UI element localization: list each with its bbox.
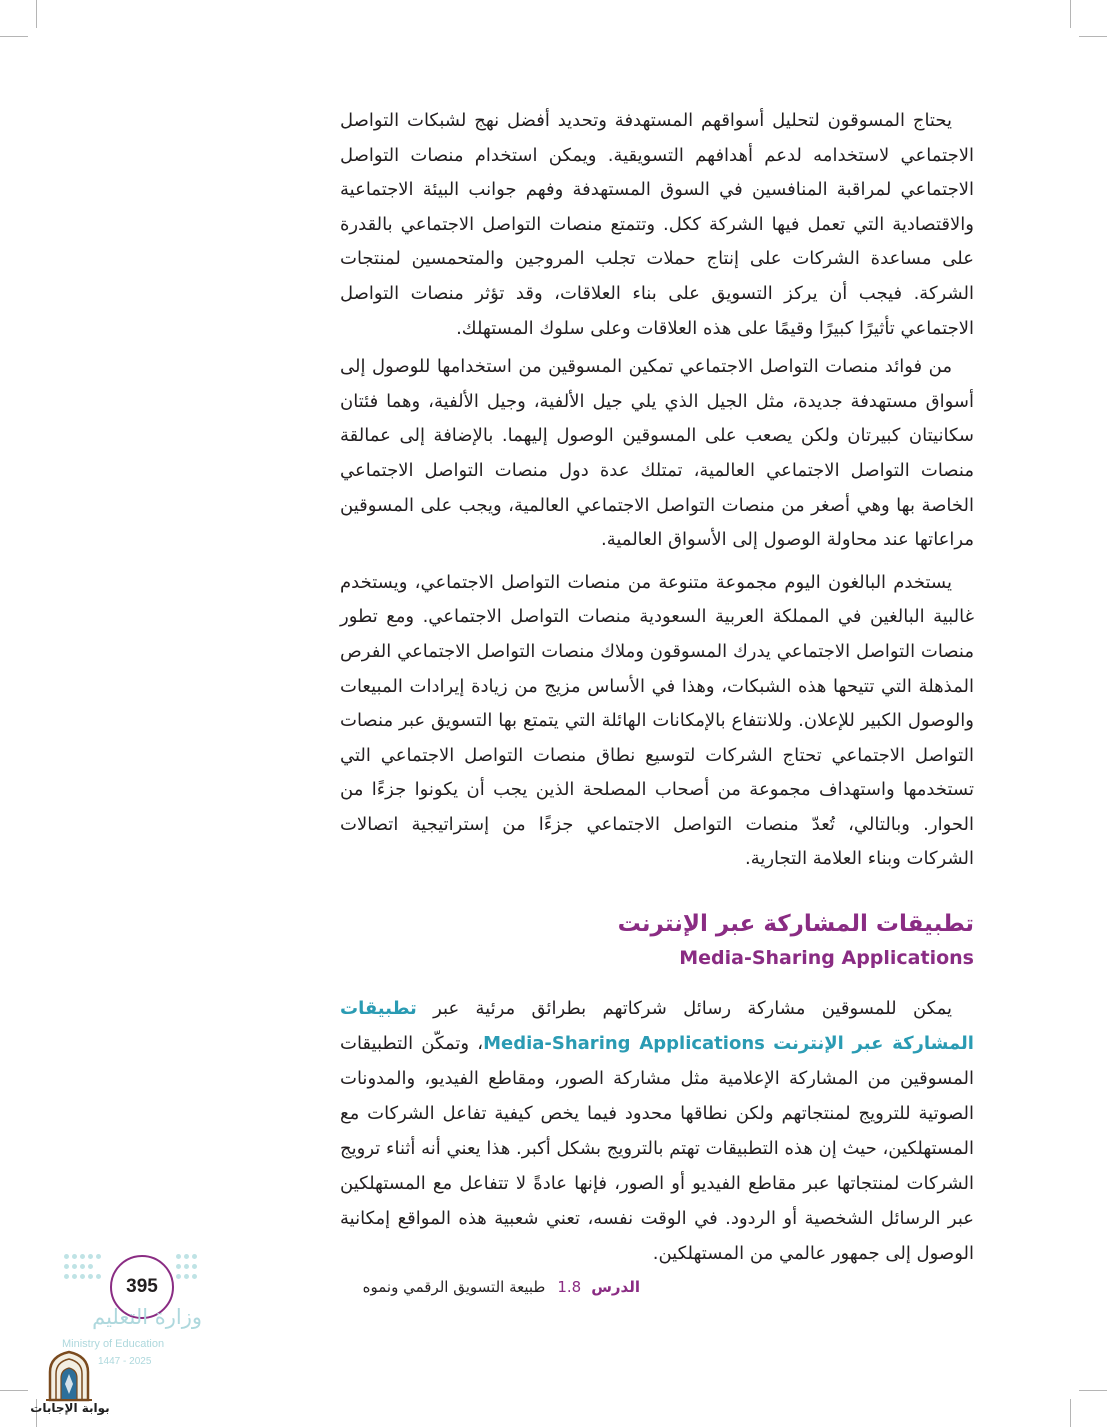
section-paragraph: [340, 991, 974, 1271]
crop-mark: [1070, 1399, 1071, 1427]
watermark-label: بوابة الإجابات: [30, 1401, 110, 1415]
ministry-name-english: Ministry of Education: [62, 1338, 165, 1350]
gate-logo-icon: [44, 1350, 94, 1402]
body-paragraph-2: من فوائد منصات التواصل الاجتماعي تمكين المسوقين من استخدامها للوصول إلى أسواق مستهدفة جديدة، مثل الجيل الذي يلي جيل الألفية، وجيل الألفية، وهما فئتان سكانيتان كبيرتان ولكن يصعب على المسوقين الوصول إليهما. بالإضافة إلى عمالقة منصات التواصل الاجتماعي العالمية، تمتلك عدة دول منصات التواصل الاجتماعي الخاصة بها وهي أصغر من منصات التواصل الاجتماعي العالمية، ويجب على المسوقين مراعاتها عند محاولة الوصول إلى الأسواق العالمية.: [340, 356, 974, 551]
keyword-arabic: تطبيقات المشاركة عبر الإنترنت: [340, 998, 974, 1055]
crop-mark: [0, 36, 28, 37]
crop-mark: [1070, 0, 1071, 28]
page-number: 395: [110, 1255, 174, 1319]
crop-mark: [36, 0, 37, 28]
section-title-english: Media-Sharing Applications: [679, 947, 974, 970]
ministry-name-arabic: وزارة التعليم: [92, 1305, 202, 1329]
ministry-year: 2025 - 1447: [98, 1356, 152, 1367]
body-paragraph-3: يستخدم البالغون اليوم مجموعة متنوعة من منصات التواصل الاجتماعي، ويستخدم غالبية البالغين في المملكة العربية السعودية منصات التواصل الاجتماعي. ومع تطور منصات التواصل الاجتماعي يدرك المسوقون وملاك منصات التواصل الاجتماعي الفرص المذهلة التي تتيحها هذه الشبكات، وهذا في الأساس مزيج من زيادة إيرادات المبيعات والوصول الكبير للإعلان. وللانتفاع بالإمكانات الهائلة التي يتمتع بها التسويق عبر منصات التواصل الاجتماعي تحتاج الشركات لتوسيع نطاق منصات التواصل الاجتماعي التي تستخدمها واستهداف مجموعة من أصحاب المصلحة الذين يجب أن يكونوا جزءًا من الحوار. وبالتالي، تُعدّ منصات التواصل الاجتماعي جزءًا من إستراتيجية اتصالات الشركات وبناء العلامة التجارية.: [340, 571, 974, 870]
lesson-title: طبيعة التسويق الرقمي ونموه: [362, 1278, 546, 1296]
section-paragraph-lead: يمكن للمسوقين مشاركة رسائل شركاتهم بطرائق مرئية عبر: [416, 998, 952, 1020]
section-title-arabic: تطبيقات المشاركة عبر الإنترنت: [617, 911, 974, 938]
crop-mark: [0, 1390, 28, 1391]
lesson-label: الدرس: [591, 1278, 640, 1296]
page-content: [340, 104, 974, 1271]
lesson-number: 1.8: [557, 1278, 582, 1296]
crop-mark: [1079, 36, 1107, 37]
section-paragraph-rest: ، وتمكّن التطبيقات المسوقين من المشاركة الإعلامية مثل مشاركة الصور، ومقاطع الفيديو، والمدونات الصوتية للترويج لمنتجاتهم ولكن نطاقها محدود فيما يخص كيفية تفاعل الشركات مع المستهلكين، حيث إن هذه التطبيقات تهتم بالترويج بشكل أكبر. هذا يعني أنه أثناء ترويج الشركات لمنتجاتها عبر مقاطع الفيديو أو الصور، فإنها عادةً لا تتفاعل مع المستهلكين عبر الرسائل الشخصية أو الردود. في الوقت نفسه، تعني شعبية هذه المواقع إمكانية الوصول إلى جمهور عالمي من المستهلكين.: [340, 1033, 974, 1265]
body-paragraph-1: يحتاج المسوقون لتحليل أسواقهم المستهدفة وتحديد أفضل نهج لشبكات التواصل الاجتماعي لاستخدامه لدعم أهدافهم التسويقية. ويمكن استخدام منصات التواصل الاجتماعي لمراقبة المنافسين في السوق المستهدفة وفهم جوانب البيئة الاجتماعية والاقتصادية التي تعمل فيها الشركة ككل. وتتمتع منصات التواصل الاجتماعي بالقدرة على مساعدة الشركات على إنتاج حملات تجلب المروجين والمتحمسين لمنتجات الشركة. فيجب أن يركز التسويق على بناء العلاقات، وقد تؤثر منصات التواصل الاجتماعي تأثيرًا كبيرًا وقيمًا على هذه العلاقات وعلى سلوك المستهلك.: [340, 110, 974, 339]
keyword-english: Media-Sharing Applications: [483, 1033, 765, 1055]
page-footer: [340, 1278, 640, 1296]
crop-mark: [1079, 1390, 1107, 1391]
